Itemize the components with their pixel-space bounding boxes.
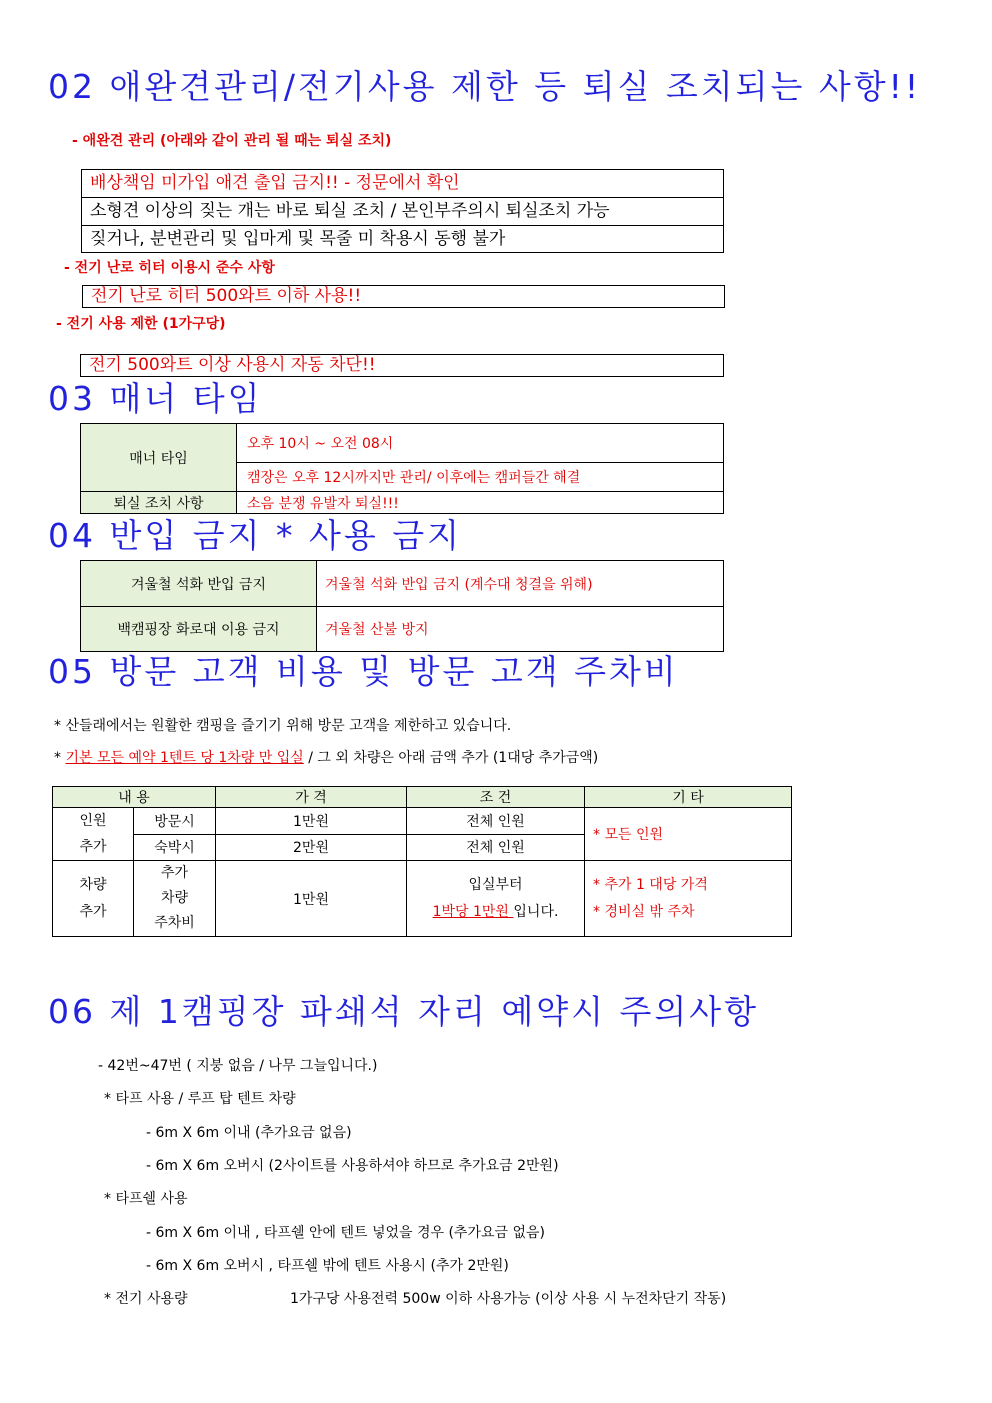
heater-rule: 전기 난로 히터 500와트 이하 사용!! [91,286,362,306]
header-condition: 조 건 [407,787,585,808]
pet-rule: 짖거나, 분변관리 및 입마게 및 목줄 미 착용시 동행 불가 [90,229,506,249]
car-label-1: 차량 [79,876,107,893]
note-rest: / 그 외 차량은 아래 금액 추가 (1대당 추가금액) [303,750,599,766]
visit-condition: 전체 인원 [407,808,585,835]
header-etc: 기 타 [585,787,792,808]
power-rule: 전기 500와트 이상 사용시 자동 차단!! [89,355,376,375]
note-line: - 6m X 6m 이내 (추가요금 없음) [146,1125,352,1141]
pet-rule: 배상책임 미가입 애견 출입 금지!! - 정문에서 확인 [82,170,723,198]
stay-condition: 전체 인원 [407,834,585,861]
section-06-title: 06 제 1캠핑장 파쇄석 자리 예약시 주의사항 [48,992,759,1031]
heater-heading: - 전기 난로 히터 이용시 준수 사항 [64,260,275,276]
section-02-title: 02 애완견관리/전기사용 제한 등 퇴실 조치되는 사항!! [48,67,922,106]
car-etc [585,861,792,937]
person-etc: * 모든 인원 [585,808,792,861]
banned-table [80,560,724,652]
note-underlined: 기본 모든 예약 1텐트 당 1차량 만 입실 [65,750,304,766]
car-price: 1만원 [216,861,407,937]
car-cond-2a: 1박당 1만원 [432,903,514,920]
car-cond-1: 입실부터 [468,876,523,893]
note-line: * 타프쉘 사용 [104,1191,188,1207]
car-cond-2b: 입니다. [513,903,559,920]
stay-label: 숙박시 [134,834,216,861]
car-add-label [53,861,134,937]
exit-label: 퇴실 조치 사항 [81,492,237,514]
car-sub-3: 주차비 [154,915,195,931]
note-line: * 타프 사용 / 루프 탑 텐트 차량 [104,1091,296,1107]
banned-label: 백캠핑장 화로대 이용 금지 [81,607,317,652]
visitor-note-2 [54,747,598,767]
note-line: - 6m X 6m 오버시 , 타프쉘 밖에 텐트 사용시 (추가 2만원) [146,1258,509,1274]
car-etc-1: * 추가 1 대당 가격 [593,876,708,893]
power-rule-box [80,354,724,377]
camp-note: 캠장은 오후 12시까지만 관리/ 이후에는 캠퍼들간 해결 [237,463,724,492]
banned-desc: 겨울철 산불 방지 [317,607,724,652]
manner-table [80,423,724,514]
car-label-2: 추가 [79,903,107,920]
visit-price: 1만원 [216,808,407,835]
note-line: - 6m X 6m 오버시 (2사이트를 사용하셔야 하므로 추가요금 2만원) [146,1158,559,1174]
pet-heading: - 애완견 관리 (아래와 같이 관리 될 때는 퇴실 조치) [72,133,392,149]
car-sub-2: 차량 [160,890,189,906]
person-label-2: 추가 [79,839,107,855]
car-condition [407,861,585,937]
car-etc-2: * 경비실 밖 주차 [593,903,695,920]
power-heading: - 전기 사용 제한 (1가구당) [56,316,226,332]
person-add-label [53,808,134,861]
person-label-1: 인원 [79,813,107,829]
power-usage-label: * 전기 사용량 [104,1291,188,1307]
pet-rules-box [81,169,724,253]
exit-rule: 소음 분쟁 유발자 퇴실!!! [237,492,724,514]
header-content: 내 용 [53,787,216,808]
car-sub-label [134,861,216,937]
manner-label: 매너 타임 [81,424,237,492]
car-sub-1: 추가 [160,865,189,881]
section-05-title: 05 방문 고객 비용 및 방문 고객 주차비 [48,652,679,691]
banned-label: 겨울철 석화 반입 금지 [81,561,317,607]
manner-time: 오후 10시 ~ 오전 08시 [237,424,724,463]
header-price: 가 격 [216,787,407,808]
note-star: * [54,750,66,766]
power-usage-text: 1가구당 사용전력 500w 이하 사용가능 (이상 사용 시 누전차단기 작동) [290,1291,727,1307]
visitor-fee-table [52,786,792,937]
pet-rule: 소형견 이상의 짖는 개는 바로 퇴실 조치 / 본인부주의시 퇴실조치 가능 [82,198,723,226]
section-04-title: 04 반입 금지 * 사용 금지 [48,516,462,555]
stay-price: 2만원 [216,834,407,861]
note-line: - 42번~47번 ( 지붕 없음 / 나무 그늘입니다.) [98,1058,378,1074]
visit-label: 방문시 [134,808,216,835]
banned-desc: 겨울철 석화 반입 금지 (계수대 청결을 위해) [317,561,724,607]
visitor-note-1: * 산들래에서는 원활한 캠핑을 즐기기 위해 방문 고객을 제한하고 있습니다. [54,718,512,734]
heater-rule-box [82,285,725,308]
note-line: - 6m X 6m 이내 , 타프쉘 안에 텐트 넣었을 경우 (추가요금 없음) [146,1225,545,1241]
section-03-title: 03 매너 타임 [48,379,263,418]
